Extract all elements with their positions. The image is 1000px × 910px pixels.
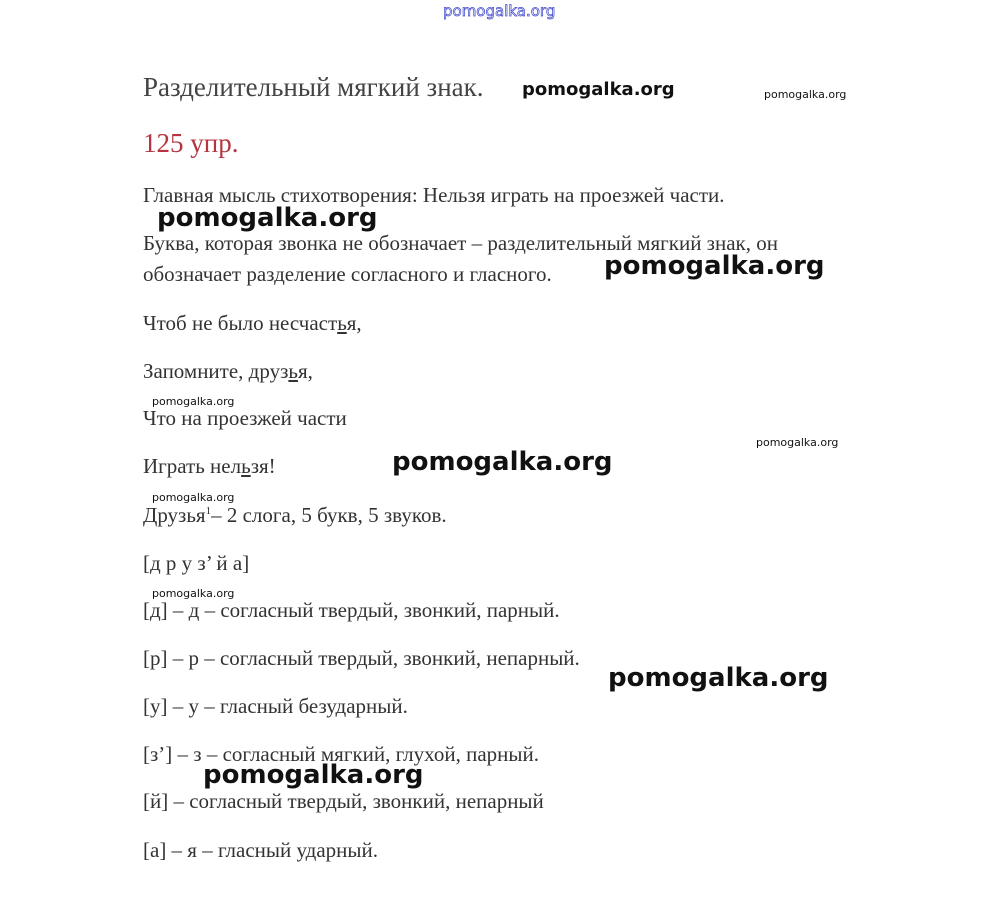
poem-line-4: Играть нельзя! (143, 454, 276, 478)
page-title: Разделительный мягкий знак. (143, 72, 484, 102)
watermark: pomogalka.org (756, 436, 839, 449)
watermark: pomogalka.org (764, 88, 847, 101)
sound-line: [у] – у – гласный безударный. (143, 694, 408, 718)
poem-line-3: Что на проезжей части (143, 406, 347, 430)
watermark: pomogalka.org (152, 587, 235, 600)
sound-line: [з’] – з – согласный мягкий, глухой, парный. (143, 742, 539, 766)
watermark: pomogalka.org (392, 447, 613, 477)
watermark: pomogalka.org (152, 395, 235, 408)
sound-line: [а] – я – гласный ударный. (143, 838, 378, 862)
letter-explanation-line-2: обозначает разделение согласного и гласного. (143, 262, 552, 286)
exercise-number: 125 упр. (143, 128, 239, 158)
watermark-top: pomogalka.org (443, 2, 556, 20)
watermark: pomogalka.org (152, 491, 235, 504)
sound-line: [д] – д – согласный твердый, звонкий, парный. (143, 598, 560, 622)
sound-line: [р] – р – согласный твердый, звонкий, непарный. (143, 646, 580, 670)
main-idea-text: Главная мысль стихотворения: Нельзя играть на проезжей части. (143, 183, 725, 207)
watermark: pomogalka.org (604, 251, 825, 281)
watermark: pomogalka.org (522, 79, 675, 100)
word-analysis-summary: Друзья$^1$– 2 слога, 5 букв, 5 звуков. (143, 503, 447, 527)
watermark: pomogalka.org (203, 760, 424, 790)
poem-line-1: Чтоб не было несчастья, (143, 311, 362, 335)
poem-line-2: Запомните, друзья, (143, 359, 313, 383)
watermark: pomogalka.org (157, 203, 378, 233)
sound-line: [й] – согласный твердый, звонкий, непарный (143, 789, 544, 813)
watermark: pomogalka.org (608, 663, 829, 693)
letter-explanation-line-1: Буква, которая звонка не обозначает – разделительный мягкий знак, он (143, 231, 778, 255)
transcription: [д р у з’ й а] (143, 551, 250, 575)
